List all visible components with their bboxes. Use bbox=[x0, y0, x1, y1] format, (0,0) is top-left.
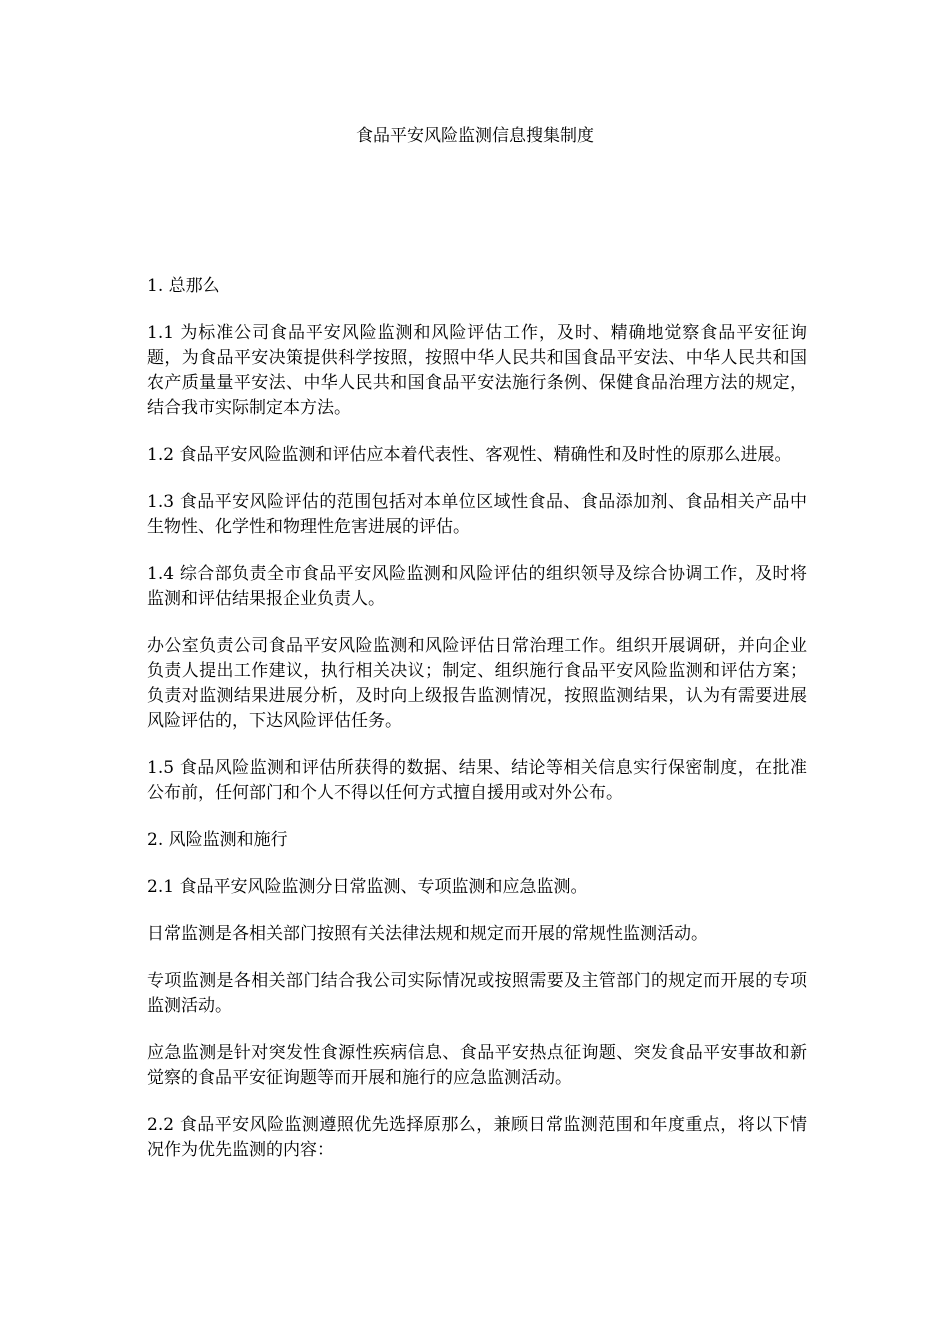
paragraph: 2.2 食品平安风险监测遵照优先选择原那么，兼顾日常监测范围和年度重点，将以下情况作为优先监测的内容： bbox=[147, 1115, 807, 1160]
paragraph: 应急监测是针对突发性食源性疾病信息、食品平安热点征询题、突发食品平安事故和新觉察的食品平安征询题等而开展和施行的应急监测活动。 bbox=[147, 1043, 807, 1088]
paragraph: 1.5 食品风险监测和评估所获得的数据、结果、结论等相关信息实行保密制度，在批准公布前，任何部门和个人不得以任何方式擅自援用或对外公布。 bbox=[147, 758, 807, 803]
paragraph: 2.1 食品平安风险监测分日常监测、专项监测和应急监测。 bbox=[147, 877, 588, 897]
paragraph: 1.3 食品平安风险评估的范围包括对本单位区域性食品、食品添加剂、食品相关产品中生物性、化学性和物理性危害进展的评估。 bbox=[147, 492, 807, 537]
paragraph: 专项监测是各相关部门结合我公司实际情况或按照需要及主管部门的规定而开展的专项监测活动。 bbox=[147, 971, 807, 1016]
paragraph: 日常监测是各相关部门按照有关法律法规和规定而开展的常规性监测活动。 bbox=[147, 924, 708, 944]
paragraph: 1.1 为标准公司食品平安风险监测和风险评估工作，及时、精确地觉察食品平安征询题，为食品平安决策提供科学按照，按照中华人民共和国食品平安法、中华人民共和国农产质量量平安法、中华人民共和国食品平安法施行条例、保健食品治理方法的规定，结合我市实际制定本方法。 bbox=[147, 323, 807, 418]
paragraph: 1.4 综合部负责全市食品平安风险监测和风险评估的组织领导及综合协调工作，及时将监测和评估结果报企业负责人。 bbox=[147, 564, 807, 609]
paragraph: 1. 总那么 bbox=[147, 276, 220, 296]
document-title: 食品平安风险监测信息搜集制度 bbox=[356, 126, 594, 146]
paragraph: 办公室负责公司食品平安风险监测和风险评估日常治理工作。组织开展调研，并向企业负责人提出工作建议，执行相关决议；制定、组织施行食品平安风险监测和评估方案；负责对监测结果进展分析，及时向上级报告监测情况，按照监测结果，认为有需要进展风险评估的，下达风险评估任务。 bbox=[147, 636, 807, 731]
paragraph: 1.2 食品平安风险监测和评估应本着代表性、客观性、精确性和及时性的原那么进展。 bbox=[147, 445, 792, 465]
document-body bbox=[147, 274, 807, 1185]
paragraph: 2. 风险监测和施行 bbox=[147, 830, 288, 850]
